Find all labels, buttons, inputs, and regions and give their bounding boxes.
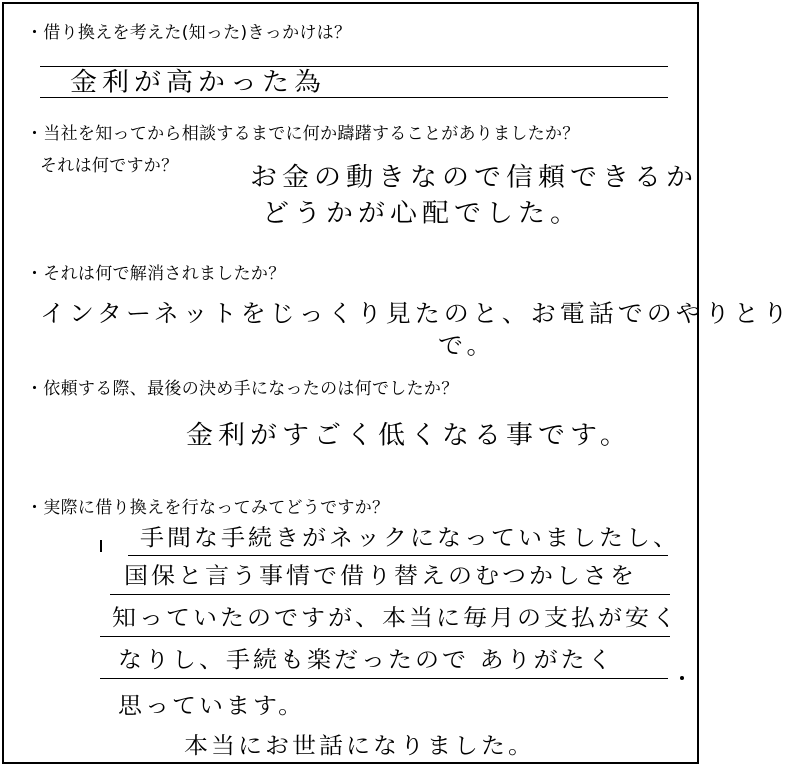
margin-dot bbox=[680, 676, 684, 680]
question-4-text: ・依頼する際、最後の決め手になったのは何でしたか？ bbox=[26, 379, 459, 399]
answer-5-line-2: 国保と言う事情で借り替えのむつかしさを bbox=[124, 562, 637, 590]
answer-rule bbox=[110, 594, 670, 595]
answer-2-line-2: どうかが心配でした。 bbox=[262, 198, 582, 229]
answer-5-line-3: 知っていたのですが、本当に毎月の支払が安く bbox=[112, 604, 679, 632]
answer-5-line-4: なりし、手続も楽だったので ありがたく bbox=[118, 646, 615, 674]
margin-tick bbox=[100, 540, 102, 552]
question-3-text: ・それは何で解消されましたか？ bbox=[26, 264, 286, 284]
answer-4-line-1: 金利がすごく低くなる事です。 bbox=[186, 420, 632, 451]
question-1-text: ・借り換えを考えた(知った)きっかけは？ bbox=[26, 23, 352, 43]
answer-rule bbox=[100, 636, 670, 637]
answer-rule bbox=[100, 678, 668, 679]
question-5-text: ・実際に借り換えを行なってみてどうですか？ bbox=[26, 498, 390, 518]
question-2-text-line-1: ・当社を知ってから相談するまでに何か躊躇することがありましたか？ bbox=[26, 124, 580, 144]
answer-5-line-5: 思っています。 bbox=[118, 692, 306, 720]
answer-1-line-1: 金利が高かった為 bbox=[70, 67, 326, 98]
answer-3-line-1: インターネットをじっくり見たのと、お電話でのやりとり bbox=[40, 299, 792, 328]
answer-5-line-6: 本当にお世話になりました。 bbox=[184, 732, 535, 760]
answer-5-line-1: 手間な手続きがネックになっていましたし、 bbox=[140, 524, 680, 552]
answer-rule bbox=[128, 555, 668, 556]
answer-2-line-1: お金の動きなので信頼できるか bbox=[250, 162, 698, 193]
answer-3-line-2: で。 bbox=[438, 331, 496, 360]
question-2-text-line-2: それは何ですか？ bbox=[40, 156, 179, 176]
